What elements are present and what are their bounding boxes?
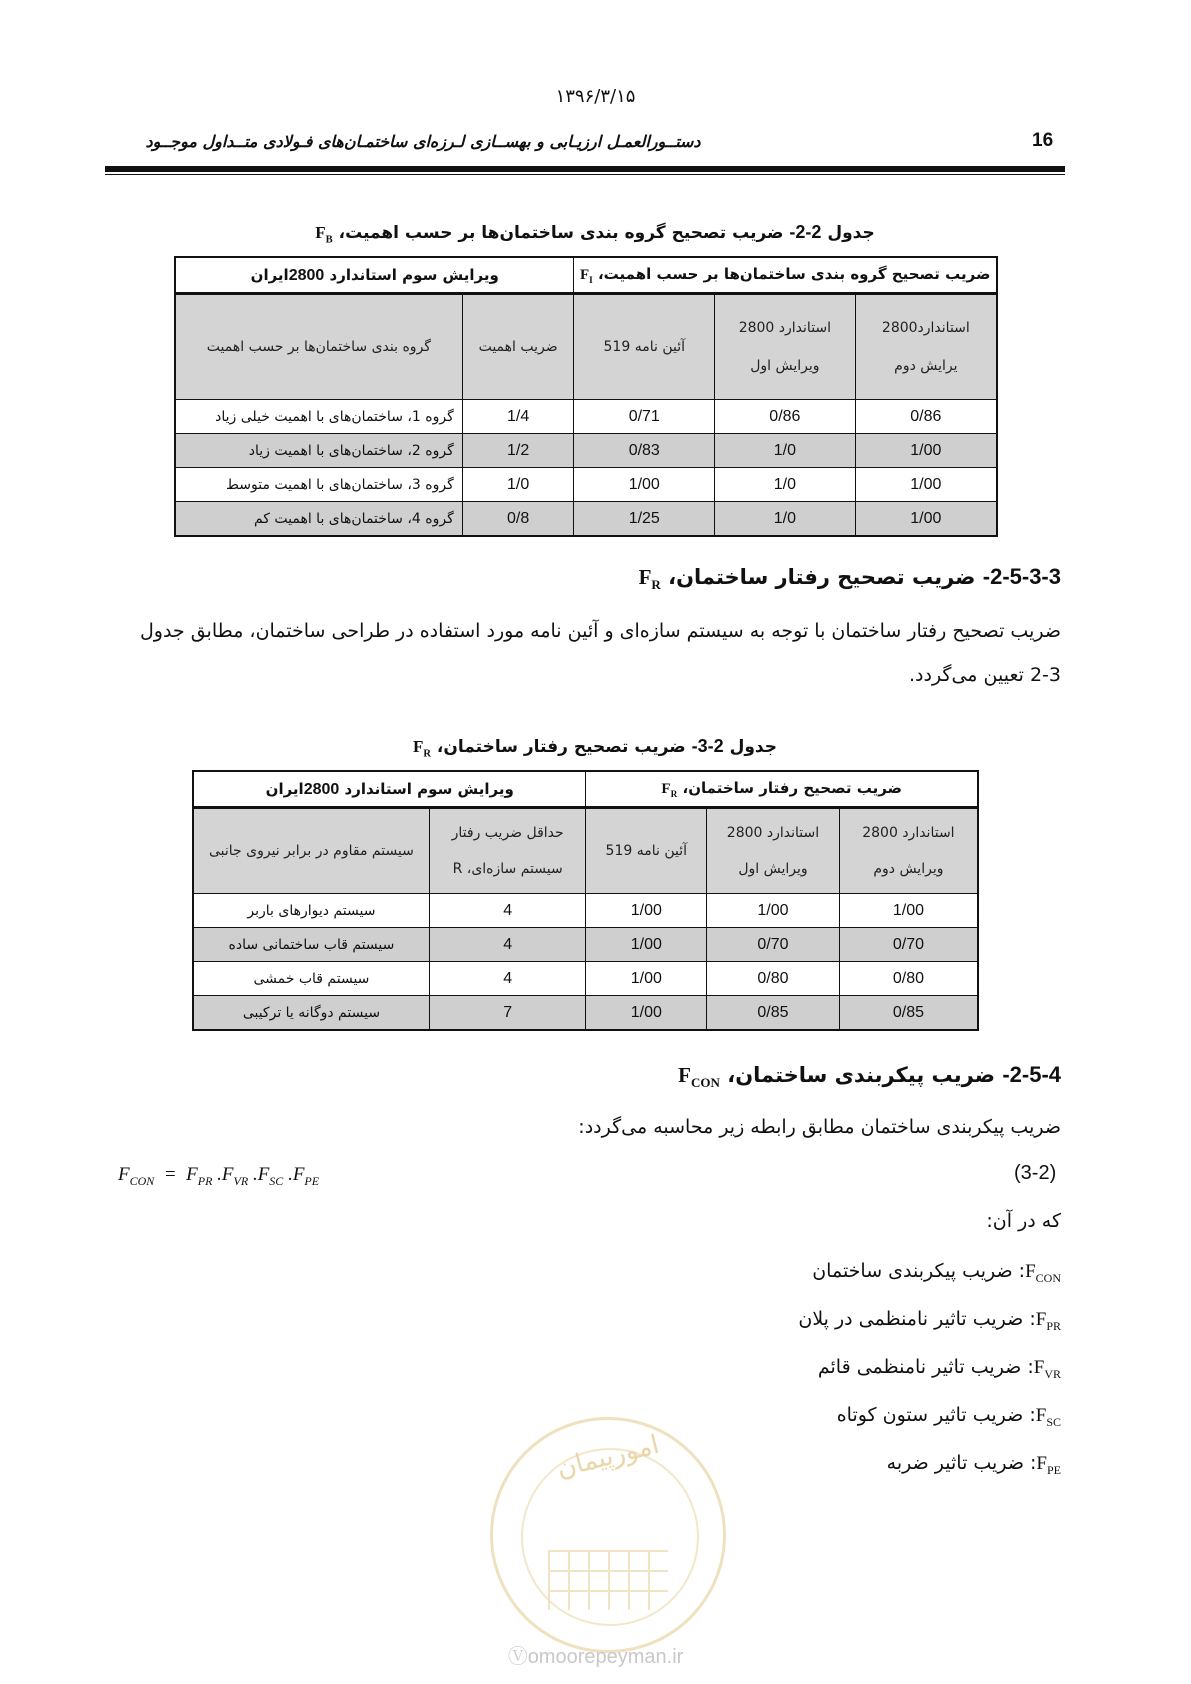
col-header-std2800-ed1 bbox=[715, 294, 856, 400]
col-header-code519: آئین نامه 519 bbox=[586, 808, 707, 894]
symbol-letter: F bbox=[413, 737, 424, 756]
cell-group: گروه 2، ساختمان‌های با اهمیت زیاد bbox=[175, 434, 462, 468]
group-header-num: 2800 bbox=[303, 780, 340, 798]
watermark-site: Ⓥomoorepeyman.ir bbox=[507, 1646, 684, 1668]
table-row bbox=[175, 468, 997, 502]
cell-ed1: 1/0 bbox=[715, 502, 856, 537]
definition-symbol bbox=[1033, 1357, 1061, 1381]
caption-prefix: جدول bbox=[827, 223, 875, 243]
section-symbol bbox=[678, 1063, 720, 1091]
symbol-letter: F bbox=[661, 780, 671, 797]
group-header-suffix: ایران bbox=[265, 779, 304, 798]
symbol-letter: F bbox=[1036, 1453, 1047, 1474]
cell-code519: 1/25 bbox=[574, 502, 715, 537]
formula-term: F bbox=[186, 1164, 198, 1185]
cell-ed1: 0/70 bbox=[707, 928, 840, 962]
caption-number: 2-3- bbox=[691, 736, 724, 756]
header-rule-thin bbox=[105, 174, 1065, 175]
caption-text: ضریب تصحیح رفتار ساختمان، bbox=[436, 737, 686, 757]
cell-code519: 1/00 bbox=[586, 928, 707, 962]
table-row bbox=[193, 894, 978, 928]
group-header-text: ضریب تصحیح گروه بندی ساختمان‌ها بر حسب اهمیت، bbox=[597, 264, 991, 283]
cell-r: 7 bbox=[429, 996, 586, 1031]
running-title: دستــورالعمـل ارزیـابی و بهســازی لـرزه‌ای ساختمـان‌های فـولادی متــداول موجــود bbox=[145, 132, 701, 151]
cell-ed2: 1/00 bbox=[855, 502, 997, 537]
group-header-prefix: ویرایش سوم استاندارد bbox=[329, 265, 499, 284]
group-header-num: 2800 bbox=[288, 266, 325, 284]
definition-text: : ضریب تاثیر ستون کوتاه bbox=[836, 1404, 1036, 1426]
site-text: omoorepeyman.ir bbox=[527, 1646, 684, 1668]
cell-importance: 1/4 bbox=[462, 400, 574, 434]
caption-symbol bbox=[413, 737, 431, 760]
table-row bbox=[193, 962, 978, 996]
section-title: ضریب پیکربندی ساختمان، bbox=[727, 1063, 995, 1087]
section-symbol bbox=[638, 565, 661, 593]
cell-system: سیستم قاب خمشی bbox=[193, 962, 429, 996]
symbol-subscript: CON bbox=[1035, 1270, 1061, 1285]
col-header-std2800-ed2 bbox=[855, 294, 997, 400]
cell-ed1: 1/0 bbox=[715, 468, 856, 502]
col-header-line1: حداقل ضریب رفتار bbox=[451, 825, 564, 841]
group-header-symbol bbox=[661, 780, 678, 800]
seal-grid-pattern bbox=[548, 1550, 668, 1610]
cell-ed2: 0/85 bbox=[839, 996, 978, 1031]
symbol-letter: F bbox=[1033, 1357, 1045, 1378]
col-header-line2: ویرایش اول bbox=[750, 358, 820, 374]
cell-importance: 0/8 bbox=[462, 502, 574, 537]
col-header-line1: استاندارد 2800 bbox=[726, 825, 820, 841]
watermark-seal bbox=[490, 1417, 726, 1653]
cell-group: گروه 1، ساختمان‌های با اهمیت خیلی زیاد bbox=[175, 400, 462, 434]
formula-term: F bbox=[292, 1164, 305, 1185]
cell-ed1: 1/00 bbox=[707, 894, 840, 928]
caption-text: ضریب تصحیح گروه بندی ساختمان‌ها بر حسب اهمیت، bbox=[338, 223, 784, 243]
page-number: 16 bbox=[1032, 130, 1054, 151]
where-label: که در آن: bbox=[986, 1210, 1061, 1232]
table-row bbox=[175, 502, 997, 537]
cell-system: سیستم دیوارهای باربر bbox=[193, 894, 429, 928]
col-header-ed1 bbox=[707, 808, 840, 894]
section-heading-configuration-factor bbox=[678, 1062, 1061, 1091]
section-number: 2-5-3-3- bbox=[982, 564, 1061, 589]
cell-ed1: 0/85 bbox=[707, 996, 840, 1031]
symbol-subscript: I bbox=[589, 275, 593, 286]
cell-ed2: 1/00 bbox=[855, 468, 997, 502]
symbol-letter: F bbox=[678, 1063, 691, 1087]
group-header-prefix: ویرایش سوم استاندارد bbox=[344, 779, 514, 798]
col-header-line2: ویرایش اول bbox=[738, 861, 808, 877]
cell-r: 4 bbox=[429, 962, 586, 996]
symbol-letter: F bbox=[1035, 1309, 1047, 1330]
definition-symbol bbox=[1036, 1453, 1061, 1477]
col-header-ed2 bbox=[839, 808, 978, 894]
section-heading-behavior-factor bbox=[639, 564, 1061, 593]
caption-number: 2-2- bbox=[789, 222, 822, 242]
table-importance-factor bbox=[174, 256, 998, 537]
header-rule bbox=[105, 166, 1065, 172]
cell-importance: 1/0 bbox=[462, 468, 574, 502]
col-header-line1: استاندارد2800 bbox=[881, 320, 970, 336]
definition-item bbox=[812, 1260, 1061, 1286]
table2-caption bbox=[100, 736, 1090, 759]
definition-item bbox=[818, 1356, 1061, 1382]
paragraph-line: ضریب پیکربندی ساختمان مطابق رابطه زیر محاسبه می‌گردد: bbox=[578, 1116, 1061, 1138]
symbol-subscript: SC bbox=[1046, 1414, 1061, 1429]
definition-text: : ضریب پیکربندی ساختمان bbox=[812, 1260, 1026, 1282]
symbol-subscript: PE bbox=[1046, 1462, 1061, 1477]
seal-text: امورپیمان bbox=[553, 1429, 663, 1485]
formula-sub: CON bbox=[129, 1173, 155, 1188]
cell-code519: 1/00 bbox=[586, 894, 707, 928]
table-row bbox=[193, 928, 978, 962]
definition-item bbox=[837, 1404, 1061, 1430]
formula-sub: VR bbox=[233, 1173, 249, 1188]
table1-caption bbox=[100, 222, 1090, 245]
symbol-letter: F bbox=[579, 266, 590, 283]
cell-code519: 1/00 bbox=[586, 962, 707, 996]
paragraph-line: ضریب تصحیح رفتار ساختمان با توجه به سیستم سازه‌ای و آئین نامه مورد استفاده در طراحی ساختمان، مطابق جدول bbox=[139, 620, 1061, 642]
cell-code519: 1/00 bbox=[586, 996, 707, 1031]
col-header-group: گروه بندی ساختمان‌ها بر حسب اهمیت bbox=[175, 294, 462, 400]
date-stamp: ۱۳۹۶/۳/۱۵ bbox=[555, 86, 636, 107]
cell-code519: 0/71 bbox=[574, 400, 715, 434]
cell-r: 4 bbox=[429, 928, 586, 962]
symbol-subscript: CON bbox=[690, 1075, 720, 1091]
definition-item bbox=[798, 1308, 1061, 1334]
formula-sub: PR bbox=[197, 1173, 213, 1188]
cell-ed2: 1/00 bbox=[839, 894, 978, 928]
caption-symbol bbox=[315, 223, 333, 246]
table1-group-header-left bbox=[175, 257, 574, 294]
col-header-line1: استاندارد 2800 bbox=[862, 825, 955, 841]
table1-group-header-right bbox=[574, 257, 997, 294]
table-behavior-factor bbox=[192, 770, 979, 1031]
col-header-line2: ویرایش دوم bbox=[873, 861, 944, 877]
col-header-line1: استاندارد 2800 bbox=[738, 320, 832, 336]
col-header-line2: سیستم سازه‌ای، R bbox=[452, 861, 563, 877]
equation-formula: $F_{CON} = F_{PR}$ $.F_{VR}$ $.F_{SC}$ $.F_{PE}$ bbox=[118, 1164, 320, 1188]
definition-text: : ضریب تاثیر نامنظمی قائم bbox=[817, 1356, 1034, 1378]
formula-sub: SC bbox=[269, 1173, 284, 1188]
cell-ed2: 0/86 bbox=[855, 400, 997, 434]
cell-system: سیستم قاب ساختمانی ساده bbox=[193, 928, 429, 962]
group-header-suffix: ایران bbox=[250, 265, 289, 284]
formula-lhs: F bbox=[118, 1164, 130, 1185]
cell-code519: 0/83 bbox=[574, 434, 715, 468]
definition-text: : ضریب تاثیر نامنظمی در پلان bbox=[798, 1308, 1036, 1330]
definition-item bbox=[887, 1452, 1061, 1478]
cell-group: گروه 3، ساختمان‌های با اهمیت متوسط bbox=[175, 468, 462, 502]
definition-symbol bbox=[1025, 1261, 1061, 1285]
col-header-importance: ضریب اهمیت bbox=[462, 294, 574, 400]
cell-ed1: 1/0 bbox=[715, 434, 856, 468]
cell-code519: 1/00 bbox=[574, 468, 715, 502]
cell-r: 4 bbox=[429, 894, 586, 928]
cell-ed2: 0/70 bbox=[839, 928, 978, 962]
equation-number: (3-2) bbox=[1014, 1162, 1057, 1184]
section-number: 2-5-4- bbox=[1002, 1062, 1061, 1087]
group-header-symbol bbox=[579, 266, 593, 286]
table-row bbox=[175, 400, 997, 434]
symbol-letter: F bbox=[1025, 1261, 1036, 1282]
col-header-system: سیستم مقاوم در برابر نیروی جانبی bbox=[193, 808, 429, 894]
cell-ed1: 0/80 bbox=[707, 962, 840, 996]
table-row bbox=[175, 434, 997, 468]
col-header-r bbox=[429, 808, 586, 894]
symbol-letter: F bbox=[638, 565, 652, 589]
cell-group: گروه 4، ساختمان‌های با اهمیت کم bbox=[175, 502, 462, 537]
paragraph-line: 2-3 تعیین می‌گردد. bbox=[908, 664, 1061, 686]
symbol-subscript: R bbox=[670, 789, 678, 800]
symbol-subscript: B bbox=[325, 234, 333, 246]
table2-group-header-left bbox=[193, 771, 586, 808]
col-header-code519: آئین نامه 519 bbox=[574, 294, 715, 400]
cell-importance: 1/2 bbox=[462, 434, 574, 468]
formula-sub: PE bbox=[304, 1173, 320, 1188]
definition-symbol bbox=[1035, 1309, 1061, 1333]
symbol-subscript: PR bbox=[1046, 1318, 1061, 1333]
definition-symbol bbox=[1035, 1405, 1061, 1429]
caption-prefix: جدول bbox=[729, 737, 777, 757]
table-row bbox=[193, 996, 978, 1031]
symbol-subscript: VR bbox=[1044, 1366, 1061, 1381]
definition-text: : ضریب تاثیر ضربه bbox=[886, 1452, 1037, 1474]
formula-term: F bbox=[257, 1164, 270, 1185]
section-title: ضریب تصحیح رفتار ساختمان، bbox=[668, 565, 976, 589]
cell-ed1: 0/86 bbox=[715, 400, 856, 434]
symbol-letter: F bbox=[1035, 1405, 1047, 1426]
symbol-letter: F bbox=[315, 223, 326, 242]
symbol-subscript: R bbox=[651, 577, 661, 593]
formula-term: F bbox=[221, 1164, 234, 1185]
table2-group-header-right bbox=[586, 771, 978, 808]
cell-system: سیستم دوگانه یا ترکیبی bbox=[193, 996, 429, 1031]
cell-ed2: 1/00 bbox=[855, 434, 997, 468]
symbol-subscript: R bbox=[423, 748, 431, 760]
cell-ed2: 0/80 bbox=[839, 962, 978, 996]
col-header-line2: یرایش دوم bbox=[894, 358, 958, 374]
group-header-text: ضریب تصحیح رفتار ساختمان، bbox=[682, 778, 903, 797]
